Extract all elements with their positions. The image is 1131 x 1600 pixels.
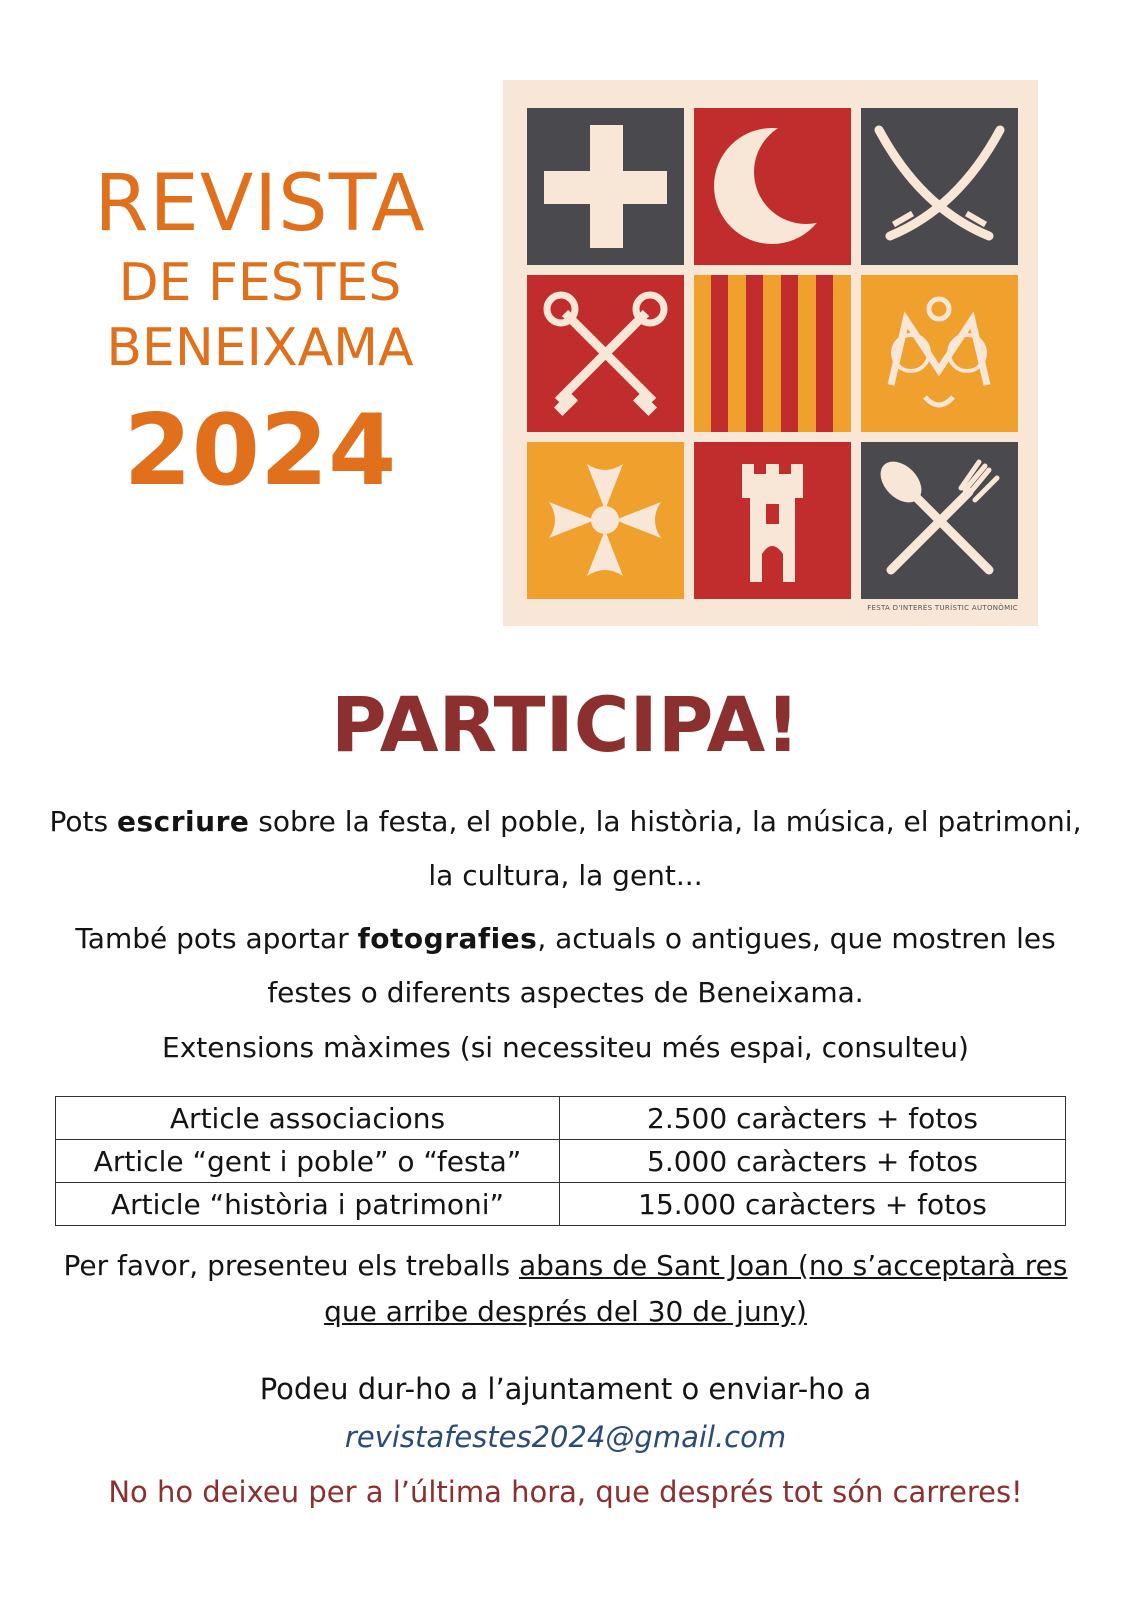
table-cell-limit: 2.500 caràcters + fotos (560, 1097, 1066, 1140)
poster-tiles (527, 108, 1018, 600)
paragraph-photos (40, 912, 1091, 1020)
tile-crescent (694, 108, 851, 265)
title-year: 2024 (123, 394, 397, 508)
tile-cross (527, 108, 684, 265)
title-line-1: REVISTA (94, 159, 426, 249)
tile-cross-pattee (527, 442, 684, 599)
contact-text: Podeu dur-ho a l’ajuntament o enviar-ho a (259, 1372, 872, 1406)
tile-spoon-fork (861, 442, 1018, 599)
table-cell-limit: 15.000 caràcters + fotos (560, 1183, 1066, 1226)
cross-pattee-icon (527, 442, 684, 599)
tile-keys (527, 275, 684, 432)
festival-poster (503, 80, 1038, 626)
tile-senyera (694, 275, 851, 432)
crescent-moon-icon (694, 108, 851, 265)
extensions-table (55, 1096, 1066, 1226)
footer-message: No ho deixeu per a l’última hora, que després tot són carreres! (108, 1475, 1023, 1509)
contact-email-link[interactable]: revistafestes2024@gmail.com (344, 1420, 787, 1454)
paragraph-write (40, 795, 1091, 903)
table-cell-type: Article “gent i poble” o “festa” (56, 1140, 560, 1183)
tile-scimitars (861, 108, 1018, 265)
poster-caption: FESTA D'INTERÈS TURÍSTIC AUTONÒMIC (867, 604, 1018, 612)
p1-text-before: Pots (49, 805, 117, 838)
p1-text-after: sobre la festa, el poble, la història, la música, el patrimoni, la cultura, la gent... (249, 805, 1082, 892)
magazine-title (60, 160, 460, 506)
spoon-fork-icon (861, 442, 1018, 599)
contact-paragraph (40, 1365, 1091, 1461)
table-row (56, 1183, 1066, 1226)
senyera-stripes-icon (694, 275, 851, 432)
table-cell-type: Article associacions (56, 1097, 560, 1140)
p2-bold-word: fotografies (357, 922, 538, 955)
deadline-paragraph (40, 1243, 1091, 1335)
title-line-2: DE FESTES (118, 253, 402, 313)
p1-bold-word: escriure (116, 805, 250, 838)
title-line-3: BENEIXAMA (106, 318, 414, 378)
table-row (56, 1097, 1066, 1140)
tile-monogram (861, 275, 1018, 432)
participa-heading: PARTICIPA! (330, 680, 801, 769)
deadline-underlined: abans de Sant Joan (no s’acceptarà res que arribe després del 30 de juny) (324, 1249, 1068, 1328)
castle-tower-icon (694, 442, 851, 599)
tile-castle (694, 442, 851, 599)
table-row (56, 1140, 1066, 1183)
monogram-icon (861, 275, 1018, 432)
p2-text-after: , actuals o antigues, que mostren les festes o diferents aspectes de Beneixama. (267, 922, 1056, 1009)
table-cell-type: Article “història i patrimoni” (56, 1183, 560, 1226)
extensions-heading: Extensions màximes (si necessiteu més espai, consulteu) (162, 1031, 969, 1064)
cross-icon (527, 108, 684, 265)
crossed-scimitars-icon (861, 108, 1018, 265)
deadline-text: Per favor, presenteu els treballs (63, 1249, 519, 1282)
table-cell-limit: 5.000 caràcters + fotos (560, 1140, 1066, 1183)
crossed-keys-icon (527, 275, 684, 432)
p2-text-before: També pots aportar (75, 922, 358, 955)
